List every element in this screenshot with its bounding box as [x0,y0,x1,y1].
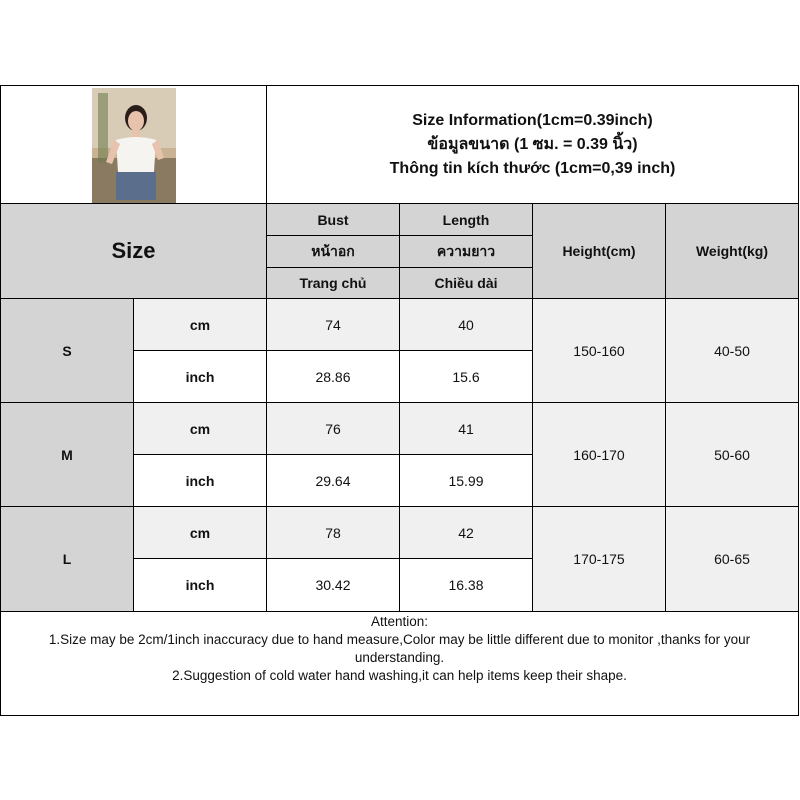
bust-inch-value: 29.64 [266,454,400,507]
unit-cm-label: cm [133,402,267,455]
weight-header: Weight(kg) [665,203,799,299]
length-inch-value: 16.38 [399,558,533,612]
bust-header-en: Bust [266,203,400,236]
length-cm-value: 40 [399,298,533,351]
length-header-th: ความยาว [399,235,533,268]
length-header-en: Length [399,203,533,236]
bust-cm-value: 74 [266,298,400,351]
weight-value: 40-50 [665,298,799,403]
length-header-vi: Chiều dài [399,267,533,299]
title-vietnamese: Thông tin kích thước (1cm=0,39 inch) [389,159,676,177]
attention-heading: Attention: [370,614,429,629]
height-value: 160-170 [532,402,666,507]
bust-cm-value: 78 [266,506,400,559]
height-value: 150-160 [532,298,666,403]
bust-cm-value: 76 [266,402,400,455]
length-inch-value: 15.99 [399,454,533,507]
size-chart [0,85,799,716]
photo-cell [0,85,267,204]
unit-inch-label: inch [133,454,267,507]
title-cell [266,85,799,204]
size-m-label: M [0,402,134,507]
height-value: 170-175 [532,506,666,612]
bust-header-th: หน้าอก [266,235,400,268]
bust-inch-value: 28.86 [266,350,400,403]
attention-note-2: 2.Suggestion of cold water hand washing,it can help items keep their shape. [172,668,627,683]
model-image [92,88,176,203]
weight-value: 50-60 [665,402,799,507]
attention-note-1: 1.Size may be 2cm/1inch inaccuracy due to hand measure,Color may be little different due to monitor ,thanks for your understanding. [48,632,751,665]
length-cm-value: 42 [399,506,533,559]
title-english: Size Information(1cm=0.39inch) [412,111,653,129]
weight-value: 60-65 [665,506,799,612]
title-thai: ข้อมูลขนาด (1 ซม. = 0.39 นิ้ว) [427,135,638,153]
unit-inch-label: inch [133,350,267,403]
attention-notes [0,611,799,716]
size-l-label: L [0,506,134,612]
bust-inch-value: 30.42 [266,558,400,612]
length-inch-value: 15.6 [399,350,533,403]
unit-inch-label: inch [133,558,267,612]
length-cm-value: 41 [399,402,533,455]
unit-cm-label: cm [133,298,267,351]
size-header: Size [0,203,267,299]
unit-cm-label: cm [133,506,267,559]
bust-header-vi: Trang chủ [266,267,400,299]
product-photo [92,88,176,203]
size-s-label: S [0,298,134,403]
height-header: Height(cm) [532,203,666,299]
